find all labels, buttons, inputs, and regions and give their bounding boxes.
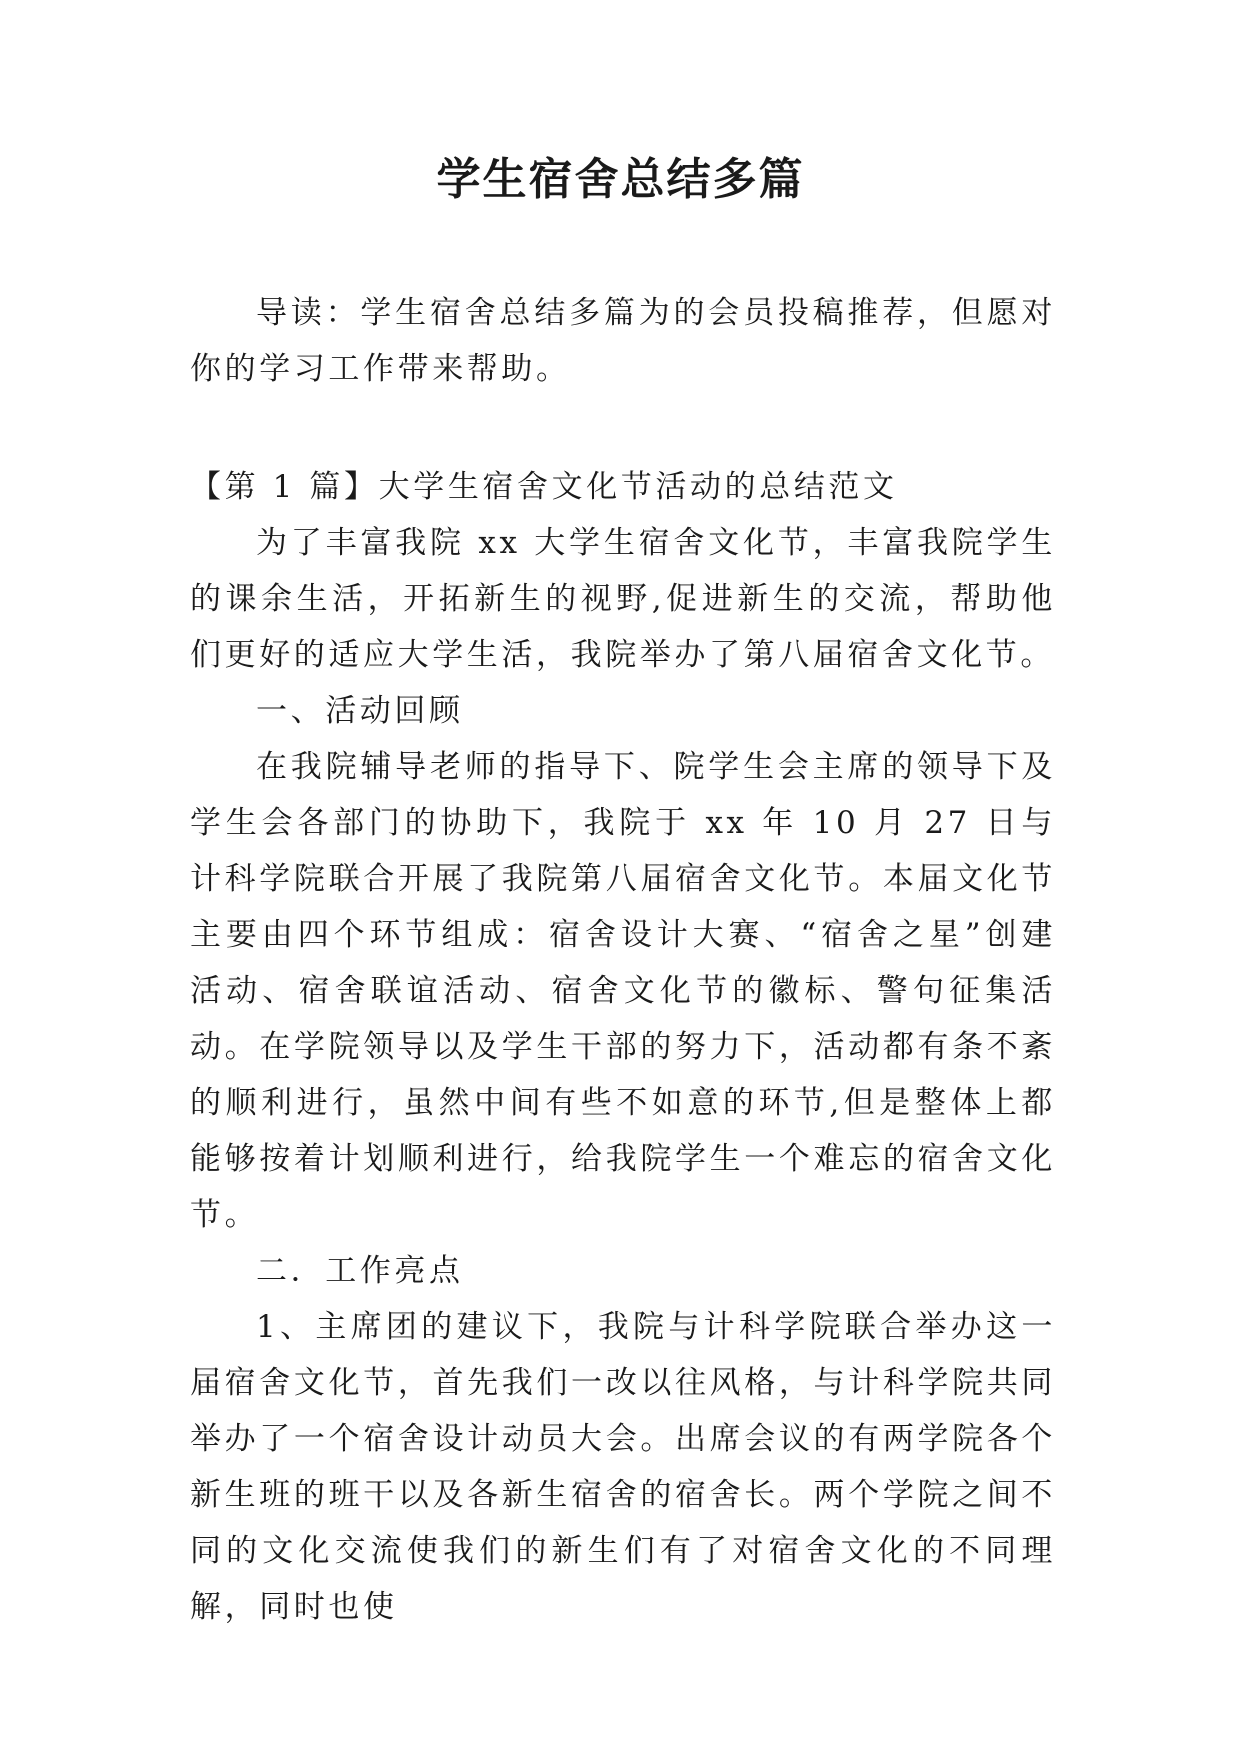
article-heading: 【第 1 篇】大学生宿舍文化节活动的总结范文	[190, 469, 898, 505]
article-section	[190, 459, 1056, 1635]
article-paragraph: 1、主席团的建议下，我院与计科学院联合举办这一届宿舍文化节，首先我们一改以往风格，与计科学院共同举办了一个宿舍设计动员大会。出席会议的有两学院各个新生班的班干以及各新生宿舍的宿舍长。两个学院之间不同的文化交流使我们的新生们有了对宿舍文化的不同理解，同时也使	[190, 1309, 1056, 1625]
intro-paragraph: 导读：学生宿舍总结多篇为的会员投稿推荐，但愿对你的学习工作带来帮助。	[190, 295, 1056, 387]
document-title: 学生宿舍总结多篇	[436, 154, 805, 205]
article-paragraph: 为了丰富我院 xx 大学生宿舍文化节，丰富我院学生的课余生活，开拓新生的视野,促进新生的交流，帮助他们更好的适应大学生活，我院举办了第八届宿舍文化节。	[190, 525, 1056, 673]
section-heading-highlights: 二．工作亮点	[256, 1253, 464, 1289]
section-heading-review: 一、活动回顾	[256, 693, 464, 729]
article-paragraph: 在我院辅导老师的指导下、院学生会主席的领导下及学生会各部门的协助下，我院于 xx 年 10 月 27 日与计科学院联合开展了我院第八届宿舍文化节。本届文化节主要由四个环节组成：宿舍设计大赛、“宿舍之星”创建活动、宿舍联谊活动、宿舍文化节的徽标、警句征集活动。在学院领导以及学生干部的努力下，活动都有条不紊的顺利进行，虽然中间有些不如意的环节,但是整体上都能够按着计划顺利进行，给我院学生一个难忘的宿舍文化节。	[190, 749, 1056, 1233]
